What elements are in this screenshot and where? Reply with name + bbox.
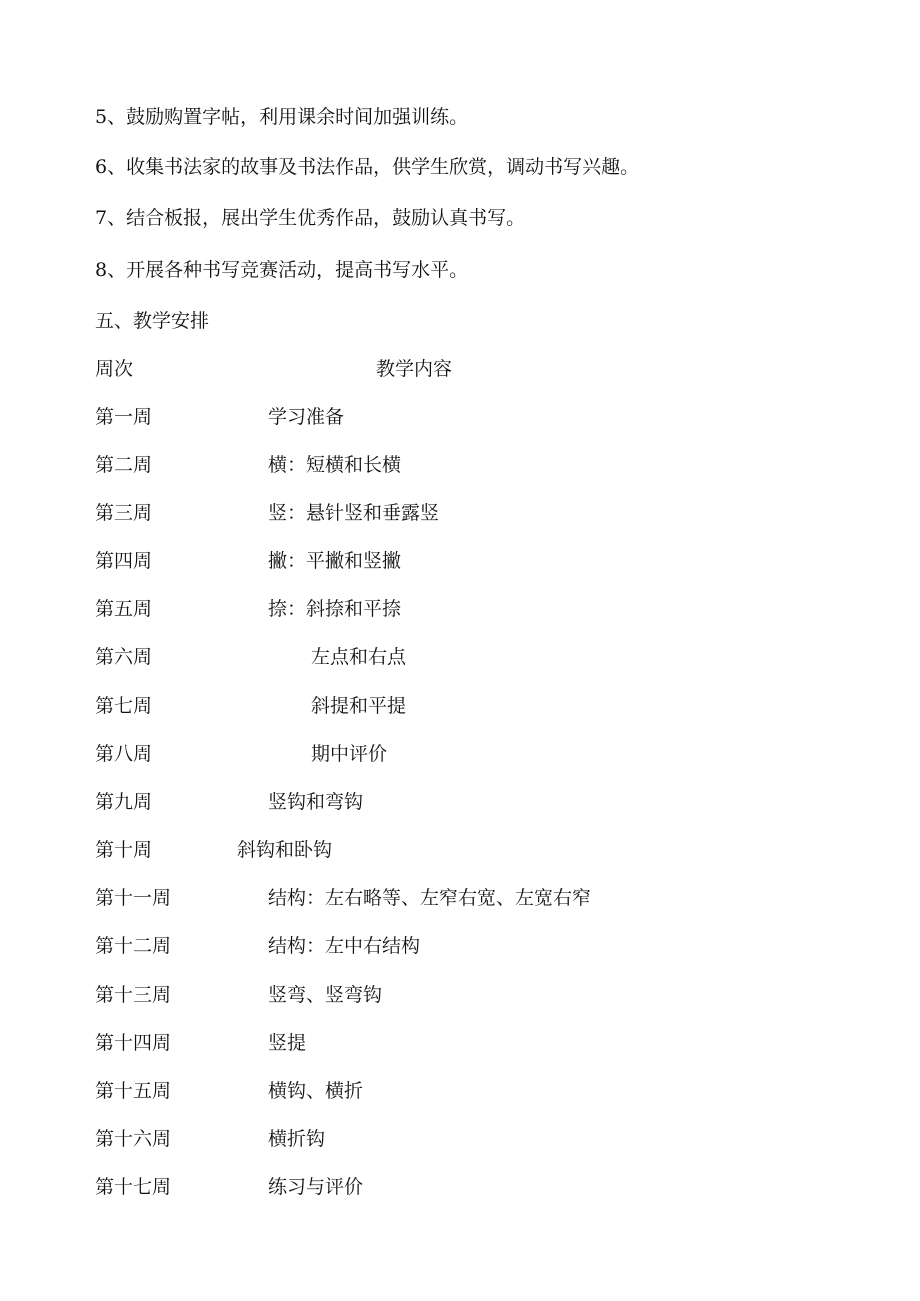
row-content: 捺：斜捺和平捺 [268, 598, 402, 620]
schedule-row [95, 501, 875, 525]
schedule-row [95, 983, 875, 1007]
row-content: 撇：平撇和竖撇 [268, 550, 402, 572]
row-content: 横：短横和长横 [268, 454, 402, 476]
row-content: 学习准备 [268, 406, 345, 428]
schedule-row [95, 405, 875, 429]
row-week: 第三周 [95, 502, 153, 524]
row-content: 横钩、横折 [268, 1080, 364, 1102]
row-week: 第十六周 [95, 1128, 172, 1150]
row-content: 竖弯、竖弯钩 [268, 984, 383, 1006]
row-content: 左点和右点 [311, 646, 407, 668]
schedule-header [95, 357, 875, 381]
schedule-row [95, 790, 875, 814]
row-week: 第十周 [95, 839, 153, 861]
row-week: 第九周 [95, 791, 153, 813]
row-week: 第十三周 [95, 984, 172, 1006]
row-week: 第十四周 [95, 1032, 172, 1054]
row-week: 第十五周 [95, 1080, 172, 1102]
schedule-row [95, 934, 875, 958]
row-week: 第六周 [95, 646, 153, 668]
row-week: 第二周 [95, 454, 153, 476]
row-content: 斜提和平提 [311, 695, 407, 717]
row-content: 结构：左右略等、左窄右宽、左宽右窄 [268, 887, 592, 909]
row-content: 横折钩 [268, 1128, 326, 1150]
header-content: 教学内容 [376, 358, 453, 380]
row-week: 第一周 [95, 406, 153, 428]
schedule-row [95, 549, 875, 573]
row-content: 竖提 [268, 1032, 307, 1054]
row-content: 斜钩和卧钩 [237, 839, 333, 861]
schedule-row [95, 1031, 875, 1055]
row-week: 第八周 [95, 743, 153, 765]
schedule-row [95, 645, 875, 669]
row-content: 期中评价 [311, 743, 388, 765]
schedule-row [95, 694, 875, 718]
schedule-row [95, 886, 875, 910]
schedule-row [95, 1079, 875, 1103]
row-week: 第十二周 [95, 935, 172, 957]
measure-item: 7、结合板报，展出学生优秀作品，鼓励认真书写。 [95, 207, 526, 229]
schedule-row [95, 742, 875, 766]
row-week: 第五周 [95, 598, 153, 620]
row-content: 练习与评价 [268, 1176, 364, 1198]
row-content: 竖：悬针竖和垂露竖 [268, 502, 440, 524]
row-week: 第十一周 [95, 887, 172, 909]
schedule-row [95, 453, 875, 477]
measure-item: 8、开展各种书写竞赛活动，提高书写水平。 [95, 259, 469, 281]
measure-item: 6、收集书法家的故事及书法作品，供学生欣赏，调动书写兴趣。 [95, 156, 640, 178]
row-content: 竖钩和弯钩 [268, 791, 364, 813]
measure-item: 5、鼓励购置字帖，利用课余时间加强训练。 [95, 106, 469, 128]
schedule-row [95, 597, 875, 621]
row-content: 结构：左中右结构 [268, 935, 421, 957]
schedule-row [95, 838, 875, 862]
header-week: 周次 [95, 358, 134, 380]
section-title: 五、教学安排 [95, 310, 210, 332]
row-week: 第四周 [95, 550, 153, 572]
schedule-row [95, 1127, 875, 1151]
row-week: 第十七周 [95, 1176, 172, 1198]
row-week: 第七周 [95, 695, 153, 717]
schedule-row [95, 1175, 875, 1199]
